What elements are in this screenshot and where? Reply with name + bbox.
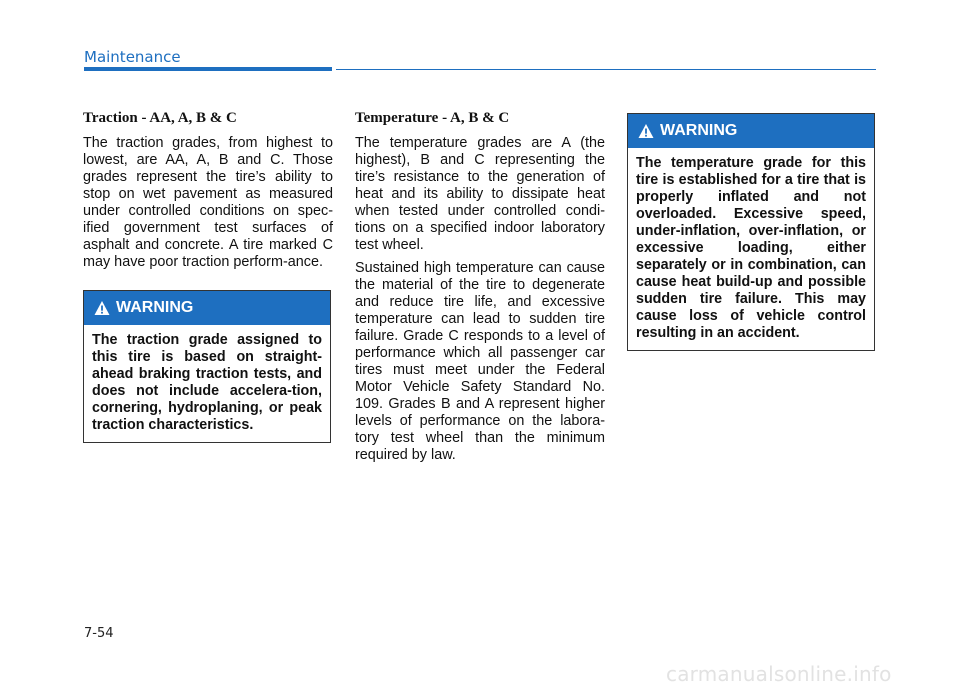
temperature-warning-column: [627, 113, 877, 351]
temperature-section: [355, 110, 605, 470]
traction-title: Traction - AA, A, B & C: [83, 110, 237, 126]
traction-body: The traction grades, from highest to lowest, are AA, A, B and C. Those grades represent the tire’s ability to stop on wet pavement as measured under controlled conditions on spec-ified government test surfaces of asphalt and concrete. A tire marked C may have poor traction perform-ance.: [83, 135, 333, 270]
temperature-paragraph-2: Sustained high temperature can cause the material of the tire to degenerate and reduce tire life, and excessive temperature can lead to sudden tire failure. Grade C responds to a level of performance which all passenger car tires must meet under the Federal Motor Vehicle Safety Standard No. 109. Grades B and A represent higher levels of performance on the labora-tory test wheel than the minimum required by law.: [355, 260, 605, 463]
header-rule-thin: [336, 69, 876, 70]
header-rule-thick: [84, 67, 332, 71]
temperature-paragraph-1: The temperature grades are A (the highest), B and C representing the tire’s resistance to the generation of heat and its ability to dissipate heat when tested under controlled condi-tions on a specified indoor laboratory test wheel.: [355, 135, 605, 253]
section-header: Maintenance: [84, 48, 181, 66]
warning-triangle-icon: [94, 300, 110, 316]
traction-warning-header: [84, 291, 330, 325]
page-number: 7-54: [84, 626, 114, 641]
temperature-warning-label: WARNING: [660, 122, 738, 139]
temperature-title: Temperature - A, B & C: [355, 110, 510, 126]
traction-warning-label: WARNING: [116, 299, 194, 316]
temperature-warning-header: [628, 114, 874, 148]
temperature-warning-text: The temperature grade for this tire is established for a tire that is properly inflated and not overloaded. Excessive speed, under-inflation, over-inflation, or excessive loading, either separately or in combination, can cause heat build-up and possible sudden tire failure. This may cause loss of vehicle control resulting in an accident.: [636, 155, 866, 341]
warning-triangle-icon: [638, 123, 654, 139]
traction-warning-box: [83, 290, 331, 443]
temperature-warning-box: [627, 113, 875, 351]
watermark: carmanualsonline.info: [666, 662, 892, 686]
traction-section: [83, 110, 333, 277]
traction-warning-text: The traction grade assigned to this tire is based on straight-ahead braking traction tests, and does not include accelera-tion, cornering, hydroplaning, or peak traction characteristics.: [92, 332, 322, 433]
